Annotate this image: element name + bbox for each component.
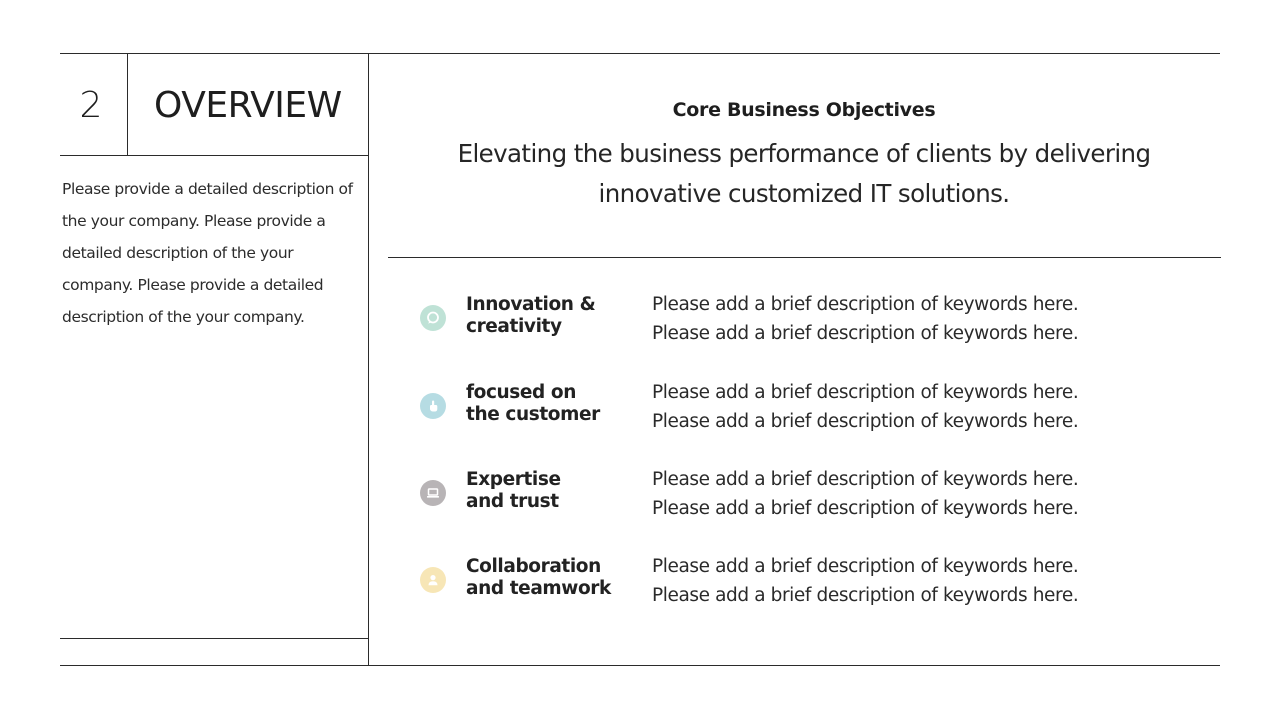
section-title: OVERVIEW: [154, 85, 342, 126]
title-underline: [60, 155, 368, 156]
objectives-divider: [388, 257, 1221, 258]
hand-pointer-icon: [420, 393, 446, 419]
sidebar-bottom-rule: [60, 638, 368, 639]
objective-title: Innovation & creativity: [466, 294, 596, 337]
chat-bubble-icon: [420, 305, 446, 331]
laptop-icon: [420, 480, 446, 506]
objective-title: focused on the customer: [466, 382, 600, 425]
company-description: Please provide a detailed description of the your company. Please provide a detailed description of the your company. Please provide a detailed description of the your company.: [62, 180, 353, 326]
column-divider: [368, 53, 369, 666]
objective-item: [412, 465, 1212, 535]
person-icon: [420, 567, 446, 593]
section-number: 2: [79, 85, 103, 126]
objective-item: [412, 378, 1212, 448]
objective-description: Please add a brief description of keywords here. Please add a brief description of keywords here.: [652, 294, 1079, 344]
objective-item: [412, 552, 1212, 622]
number-divider: [127, 53, 128, 156]
objective-title: Collaboration and teamwork: [466, 556, 611, 599]
top-rule: [60, 53, 1220, 54]
objectives-statement: Elevating the business performance of clients by delivering innovative customized IT solutions.: [457, 139, 1151, 208]
objectives-heading: Core Business Objectives: [672, 99, 936, 121]
objective-description: Please add a brief description of keywords here. Please add a brief description of keywords here.: [652, 469, 1079, 519]
objective-description: Please add a brief description of keywords here. Please add a brief description of keywords here.: [652, 556, 1079, 606]
bottom-rule: [60, 665, 1220, 666]
objective-title: Expertise and trust: [466, 469, 561, 512]
objective-item: [412, 290, 1212, 360]
objective-description: Please add a brief description of keywords here. Please add a brief description of keywords here.: [652, 382, 1079, 432]
